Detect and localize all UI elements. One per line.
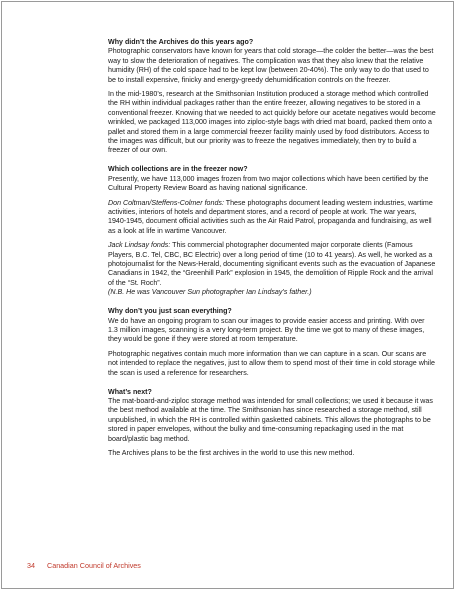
paragraph: Photographic negatives contain much more information than we can capture in a scan. Our scans are not intended to replace the negatives, just to allow them to spend most of their time in cold storage while the scan is used a reference for researchers. [108,349,435,377]
section-heading: Which collections are in the freezer now? [108,165,248,174]
fonds-title: Jack Lindsay fonds: [108,241,171,250]
paragraph: The mat-board-and-ziploc storage method was intended for small collections; we used it because it was the best method available at the time. The Smithsonian has since researched a storage method, still unpublished, in which the RH is controlled within gasketted cabinets. This allows the photographs to be stored in paper envelopes, without the bulky and time-consuming repackaging used in the mat board/plastic bag method. [108,396,433,443]
section-heading: What’s next? [108,387,152,396]
article-body [108,38,436,468]
section-heading: Why didn’t the Archives do this years ago? [108,38,254,46]
paragraph: Presently, we have 113,000 images frozen from two major collections which have been certified by the Cultural Property Review Board as having national significance. [108,174,429,193]
section-heading: Why don’t you just scan everything? [108,307,232,316]
paragraph: In the mid-1980’s, research at the Smithsonian Institution produced a storage method which controlled the RH within individual packages rather than the entire freezer, allowing negatives to be stored in a conventional freezer. Knowing that we needed to act quickly before our acetate negatives would become wrinkled, we packaged 113,000 images into ziploc-style bags with dried mat board, packed them onto a pallet and stored them in a large commercial freezer facility mainly used by food distributors. Access to the images was difficult, but our priority was to freeze the negatives immediately, then try to build a freezer of our own. [108,90,436,155]
section-whats-next [108,388,436,459]
paragraph: The Archives plans to be the first archives in the world to use this new method. [108,448,355,457]
section-collections [108,165,436,297]
paragraph: We do have an ongoing program to scan our images to provide easier access and printing. With over 1.3 million images, scanning is a very long-term project. By the time we got to many of these images, they would be gone if they were stored at room temperature. [108,316,425,344]
paragraph-lindsay-fonds [108,241,436,297]
fonds-note: (N.B. He was Vancouver Sun photographer Ian Lindsay’s father.) [108,288,312,297]
section-scanning [108,307,436,378]
paragraph-coltman-fonds [108,199,436,237]
page-footer [27,561,141,570]
publisher-name: Canadian Council of Archives [47,561,141,570]
section-why-not-earlier [108,38,436,156]
fonds-description: These photographs document leading western industries, wartime activities, interiors of hotels and department stores, and a record of people at work. The war years, 1940-1945, document official activities such as the Air Raid Patrol, propaganda and fundraising, as well as a look at life in wartime Vancouver. [108,198,433,235]
fonds-description: This commercial photographer documented major corporate clients (Famous Players, B.C. Tel, CBC, BC Electric) over a long period of time (10 to 41 years). As well, he worked as a photojournalist for the News-Herald, documenting significant events such as the evacuation of Japanese Canadians in 1942, the “Greenhill Park” explosion in 1945, the demolition of Ripple Rock and the arrival of the “St. Roch”. [108,241,436,287]
page-number: 34 [27,561,35,570]
paragraph: Photographic conservators have known for years that cold storage—the colder the better—was the best way to slow the deterioration of negatives. The complication was that they also knew that the relative humidity (RH) of the cold space had to be kept low (between 20-40%). The only way to do that used to be to install expensive, finicky and energy-greedy dehumidification controls on the freezer. [108,47,434,84]
fonds-title: Don Coltman/Steffens-Colmer fonds: [108,198,224,207]
